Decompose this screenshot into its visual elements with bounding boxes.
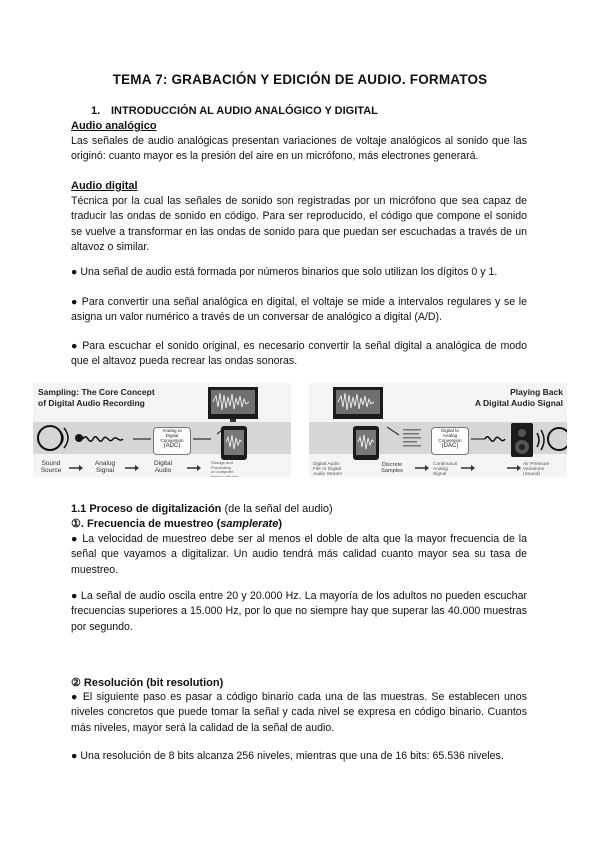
label-continuous-signal: Continuous Analog Signal <box>433 462 458 477</box>
analog-wave <box>485 437 505 442</box>
sound-wave-icon <box>537 433 539 447</box>
dac-box <box>431 427 469 455</box>
label-analog-signal: Analog Signal <box>94 460 116 474</box>
head-icon <box>548 428 567 450</box>
figures-row <box>33 383 567 477</box>
heading-frecuencia: ①. Frecuencia de muestreo (samplerate) <box>71 518 283 530</box>
para-resolucion-1: ● El siguiente paso es pasar a código binario cada una de las muestras. Se establecen unos niveles concretos que puede tomar la señal y cada nivel se expresa en código binario. Cuantos más niveles, mayor será la calidad de la señal de audio. <box>71 691 527 734</box>
para-resolucion-2: ● Una resolución de 8 bits alcanza 256 niveles, mientras que una de 16 bits: 65.536 niveles. <box>71 750 504 762</box>
heading-resolucion: ② Resolución (bit resolution) <box>71 677 224 689</box>
label-sound-source: Sound Source <box>40 460 62 474</box>
monitor-stand <box>230 419 236 422</box>
figure-title-line2: of Digital Audio Recording <box>38 398 145 408</box>
dac-label-2: Analog <box>442 433 458 439</box>
label-digital-audio: Digital Audio <box>153 460 173 474</box>
figure-title-line1: Sampling: The Core Concept <box>38 387 155 397</box>
label-air-pressure: Air Pressure Variations (Sound) <box>523 462 550 477</box>
analog-wave <box>83 437 123 442</box>
para-audio-digital: Técnica por la cual las señales de sonido son registradas por un micrófono que sea capaz de traducir las ondas de sonido en código. Para ser reproducido, el código que compone el sonido se vuelve a transformar en las ondas de sonido para que puedan ser escuchadas a través de un altavoz o similar. <box>71 195 527 254</box>
microphone-icon <box>75 434 83 442</box>
label-storage: Storage and Processing on computer based software <box>211 460 239 477</box>
figure-playback <box>309 383 567 477</box>
heading-audio-analogico: Audio analógico <box>71 120 157 132</box>
subsection-heading <box>71 503 333 515</box>
bullet-conversion-ad: ● Para convertir una señal analógica en digital, el voltaje se mide a intervalos regulares y se le asigna un valor numérico a través de un conversar de analógico a digital (A/D). <box>71 296 527 324</box>
para-frecuencia-2: ● La señal de audio oscila entre 20 y 20.000 Hz. La mayoría de los adultos no pueden escuchar frecuencias superiores a 15.000 Hz, por lo que no siempre hay que superar las 40.000 muestras por segundo. <box>71 590 527 633</box>
bullet-binarios: ● Una señal de audio está formada por números binarios que solo utilizan los dígitos 0 y 1. <box>71 266 498 278</box>
figure-title-line2: A Digital Audio Signal <box>474 398 563 408</box>
page-title: TEMA 7: GRABACIÓN Y EDICIÓN DE AUDIO. FORMATOS <box>112 72 488 87</box>
head-icon <box>38 426 62 450</box>
bullet-conversion-da: ● Para escuchar el sonido original, es necesario convertir la señal digital a analógica de modo que el altavoz pueda recrear las ondas sonoras. <box>71 340 527 368</box>
para-audio-analogico: Las señales de audio analógicas presentan variaciones de voltaje analógicos al sonido que las originó: cuanto mayor es la presión del aire en un micrófono, más electrones generará. <box>71 135 527 163</box>
section-heading <box>91 105 378 117</box>
figure-title-line1: Playing Back <box>510 387 563 397</box>
figure-sampling <box>33 383 291 477</box>
adc-label-4: (ADC) <box>163 442 181 449</box>
dac-label-3: Conversion <box>438 438 462 444</box>
subsection-title: 1.1 Proceso de digitalización <box>71 503 222 515</box>
adc-label-1: Analog to <box>162 428 182 433</box>
section-number: 1. <box>91 105 101 117</box>
dac-label-4: (DAC) <box>441 442 459 449</box>
dac-label-1: Digital to <box>441 428 459 433</box>
samplerate-term: samplerate <box>220 518 279 530</box>
arrow-icon <box>387 427 399 435</box>
adc-label-3: Conversion <box>160 438 184 444</box>
label-discrete-samples: Discrete Samples <box>381 462 403 474</box>
tablet-screen <box>356 430 376 455</box>
adc-label-2: Digital <box>165 433 179 439</box>
tablet-screen <box>224 430 244 455</box>
para-frecuencia-1: ● La velocidad de muestreo debe ser al menos el doble de alta que la mayor frecuencia de la señal que vayamos a digitalizar. Un audio tendrá más calidad cuanto mayor sea su tasa de muestreo. <box>71 533 527 576</box>
section-title: INTRODUCCIÓN AL AUDIO ANALÓGICO Y DIGITAL <box>111 105 378 117</box>
adc-box <box>153 427 191 455</box>
subsection-title-rest: (de la señal del audio) <box>221 503 333 515</box>
label-audio-stream: Digital Audio File or Digital Audio Stream <box>313 462 343 477</box>
heading-audio-digital: Audio digital <box>71 180 138 192</box>
